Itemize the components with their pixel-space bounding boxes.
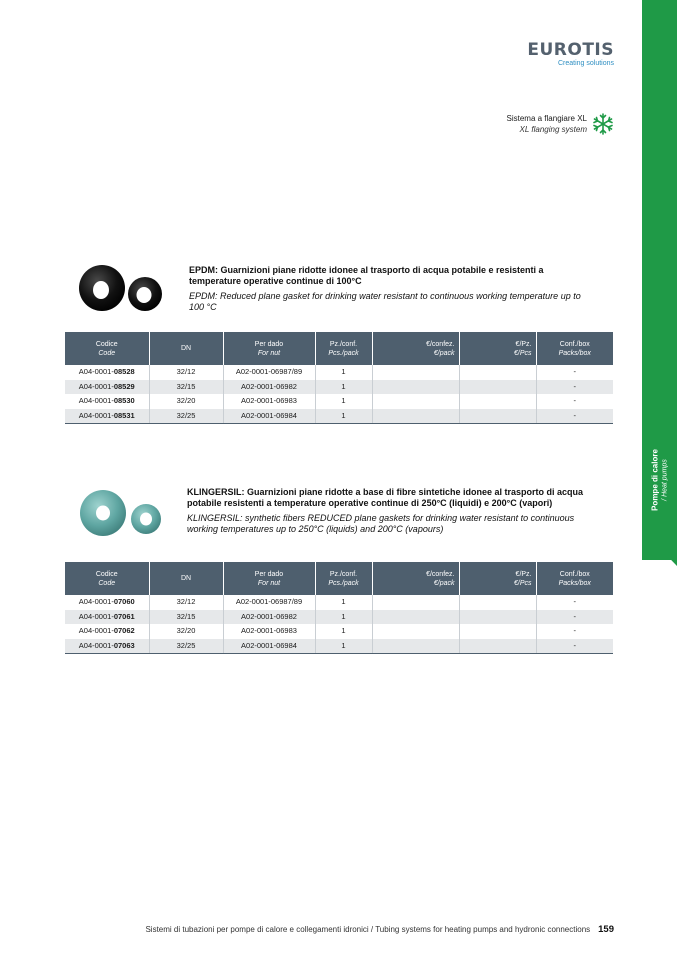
cell-eur-pack	[372, 409, 459, 424]
section-title: EPDM: Guarnizioni piane ridotte idonee al trasporto di acqua potabile e resistenti a temperature operative continue di 100°C	[189, 265, 544, 286]
brand-tagline: Creating solutions	[557, 60, 614, 67]
page-number: 159	[598, 924, 614, 935]
cell-eur-pack	[372, 380, 459, 395]
cell-pcs: 1	[315, 409, 372, 424]
system-label	[507, 112, 616, 136]
cell-box: -	[536, 639, 613, 654]
brand-name: EUROTIS	[527, 40, 614, 60]
cell-eur-pack	[372, 610, 459, 625]
product-table	[65, 332, 613, 424]
cell-nut: A02-0001-06987/89	[223, 365, 315, 380]
cell-eur-pcs	[459, 380, 536, 395]
col-header-pcs-pack: Pz./conf. Pcs./pack	[315, 332, 372, 365]
cell-eur-pack	[372, 394, 459, 409]
cell-box: -	[536, 394, 613, 409]
side-tab-label	[642, 440, 677, 520]
cell-box: -	[536, 610, 613, 625]
col-header-eur-pcs: €/Pz. €/Pcs	[459, 562, 536, 595]
cell-dn: 32/20	[149, 394, 223, 409]
cell-box: -	[536, 380, 613, 395]
product-table	[65, 562, 613, 654]
cell-code: A04-0001-07063	[65, 639, 149, 654]
cell-pcs: 1	[315, 394, 372, 409]
col-header-nut: Per dado For nut	[223, 562, 315, 595]
cell-code: A04-0001-07062	[78, 626, 135, 635]
table-row	[65, 639, 613, 654]
cell-pcs: 1	[315, 380, 372, 395]
cell-dn: 32/25	[149, 409, 223, 424]
cell-code: A04-0001-07060	[78, 597, 135, 606]
cell-eur-pack	[372, 365, 459, 380]
col-header-code: Codice Code	[65, 332, 149, 365]
table-row	[65, 595, 613, 610]
cell-pcs: 1	[315, 610, 372, 625]
cell-eur-pcs	[459, 394, 536, 409]
table-row	[65, 610, 613, 625]
col-header-eur-pack: €/confez. €/pack	[372, 562, 459, 595]
cell-code: A04-0001-08530	[78, 396, 135, 405]
klingersil-gasket-image	[75, 486, 175, 546]
cell-eur-pcs	[459, 624, 536, 639]
cell-nut: A02-0001-06983	[223, 624, 315, 639]
cell-eur-pack	[372, 624, 459, 639]
side-tab-label-en: / Heat pumps	[661, 459, 668, 501]
cell-eur-pack	[372, 595, 459, 610]
cell-eur-pcs	[459, 409, 536, 424]
table-row	[65, 409, 613, 424]
col-header-code: Codice Code	[65, 562, 149, 595]
cell-nut: A02-0001-06983	[223, 394, 315, 409]
cell-box: -	[536, 624, 613, 639]
cell-nut: A02-0001-06984	[223, 639, 315, 654]
side-tab-label-it: Pompe di calore	[650, 449, 659, 511]
cell-pcs: 1	[315, 365, 372, 380]
section-klingersil	[65, 486, 613, 656]
cell-dn: 32/12	[149, 365, 223, 380]
brand-logo	[527, 42, 614, 67]
col-header-eur-pcs: €/Pz. €/Pcs	[459, 332, 536, 365]
cell-pcs: 1	[315, 624, 372, 639]
page-footer	[145, 924, 614, 935]
section-epdm	[65, 262, 613, 427]
cell-eur-pcs	[459, 639, 536, 654]
section-subtitle: EPDM: Reduced plane gasket for drinking water resistant to continuous working temperature up to 100 °C	[189, 291, 581, 312]
cell-dn: 32/15	[149, 610, 223, 625]
cell-nut: A02-0001-06982	[223, 380, 315, 395]
col-header-dn: DN	[149, 562, 223, 595]
cell-code: A04-0001-07061	[65, 610, 149, 625]
cell-box: -	[536, 409, 613, 424]
cell-dn: 32/12	[149, 595, 223, 610]
system-label-en: XL flanging system	[519, 125, 587, 134]
cell-pcs: 1	[315, 639, 372, 654]
side-tab-corner	[642, 530, 677, 566]
cell-code: A04-0001-08529	[65, 380, 149, 395]
col-header-nut: Per dado For nut	[223, 332, 315, 365]
cell-eur-pcs	[459, 365, 536, 380]
section-subtitle: KLINGERSIL: synthetic fibers REDUCED plane gaskets for drinking water resistant to continuous working temperatures up to 250°C (liquids) and 200°C (vapours)	[187, 513, 575, 534]
epdm-gasket-image	[75, 262, 175, 322]
cell-nut: A02-0001-06984	[223, 409, 315, 424]
table-row	[65, 380, 613, 395]
cell-eur-pcs	[459, 595, 536, 610]
cell-dn: 32/20	[149, 624, 223, 639]
flange-snowflake-icon	[591, 112, 615, 136]
cell-code: A04-0001-08531	[65, 409, 149, 424]
table-row	[65, 624, 613, 639]
col-header-eur-pack: €/confez. €/pack	[372, 332, 459, 365]
col-header-dn: DN	[149, 332, 223, 365]
cell-nut: A02-0001-06987/89	[223, 595, 315, 610]
footer-text: Sistemi di tubazioni per pompe di calore e collegamenti idronici / Tubing systems for heating pumps and hydronic connections	[145, 925, 591, 934]
cell-dn: 32/25	[149, 639, 223, 654]
cell-nut: A02-0001-06982	[223, 610, 315, 625]
cell-eur-pcs	[459, 610, 536, 625]
cell-box: -	[536, 595, 613, 610]
system-label-it: Sistema a flangiare XL	[506, 114, 587, 123]
cell-code: A04-0001-08528	[78, 367, 135, 376]
col-header-packs-box: Conf./box Packs/box	[536, 332, 613, 365]
table-row	[65, 394, 613, 409]
cell-pcs: 1	[315, 595, 372, 610]
col-header-packs-box: Conf./box Packs/box	[536, 562, 613, 595]
cell-eur-pack	[372, 639, 459, 654]
cell-dn: 32/15	[149, 380, 223, 395]
cell-box: -	[536, 365, 613, 380]
table-row	[65, 365, 613, 380]
col-header-pcs-pack: Pz./conf. Pcs./pack	[315, 562, 372, 595]
section-title: KLINGERSIL: Guarnizioni piane ridotte a base di fibre sintetiche idonee al trasporto di acqua potabile resistenti a temperature operative continue di 250°C (liquidi) e 200°C (vapori)	[187, 487, 584, 508]
